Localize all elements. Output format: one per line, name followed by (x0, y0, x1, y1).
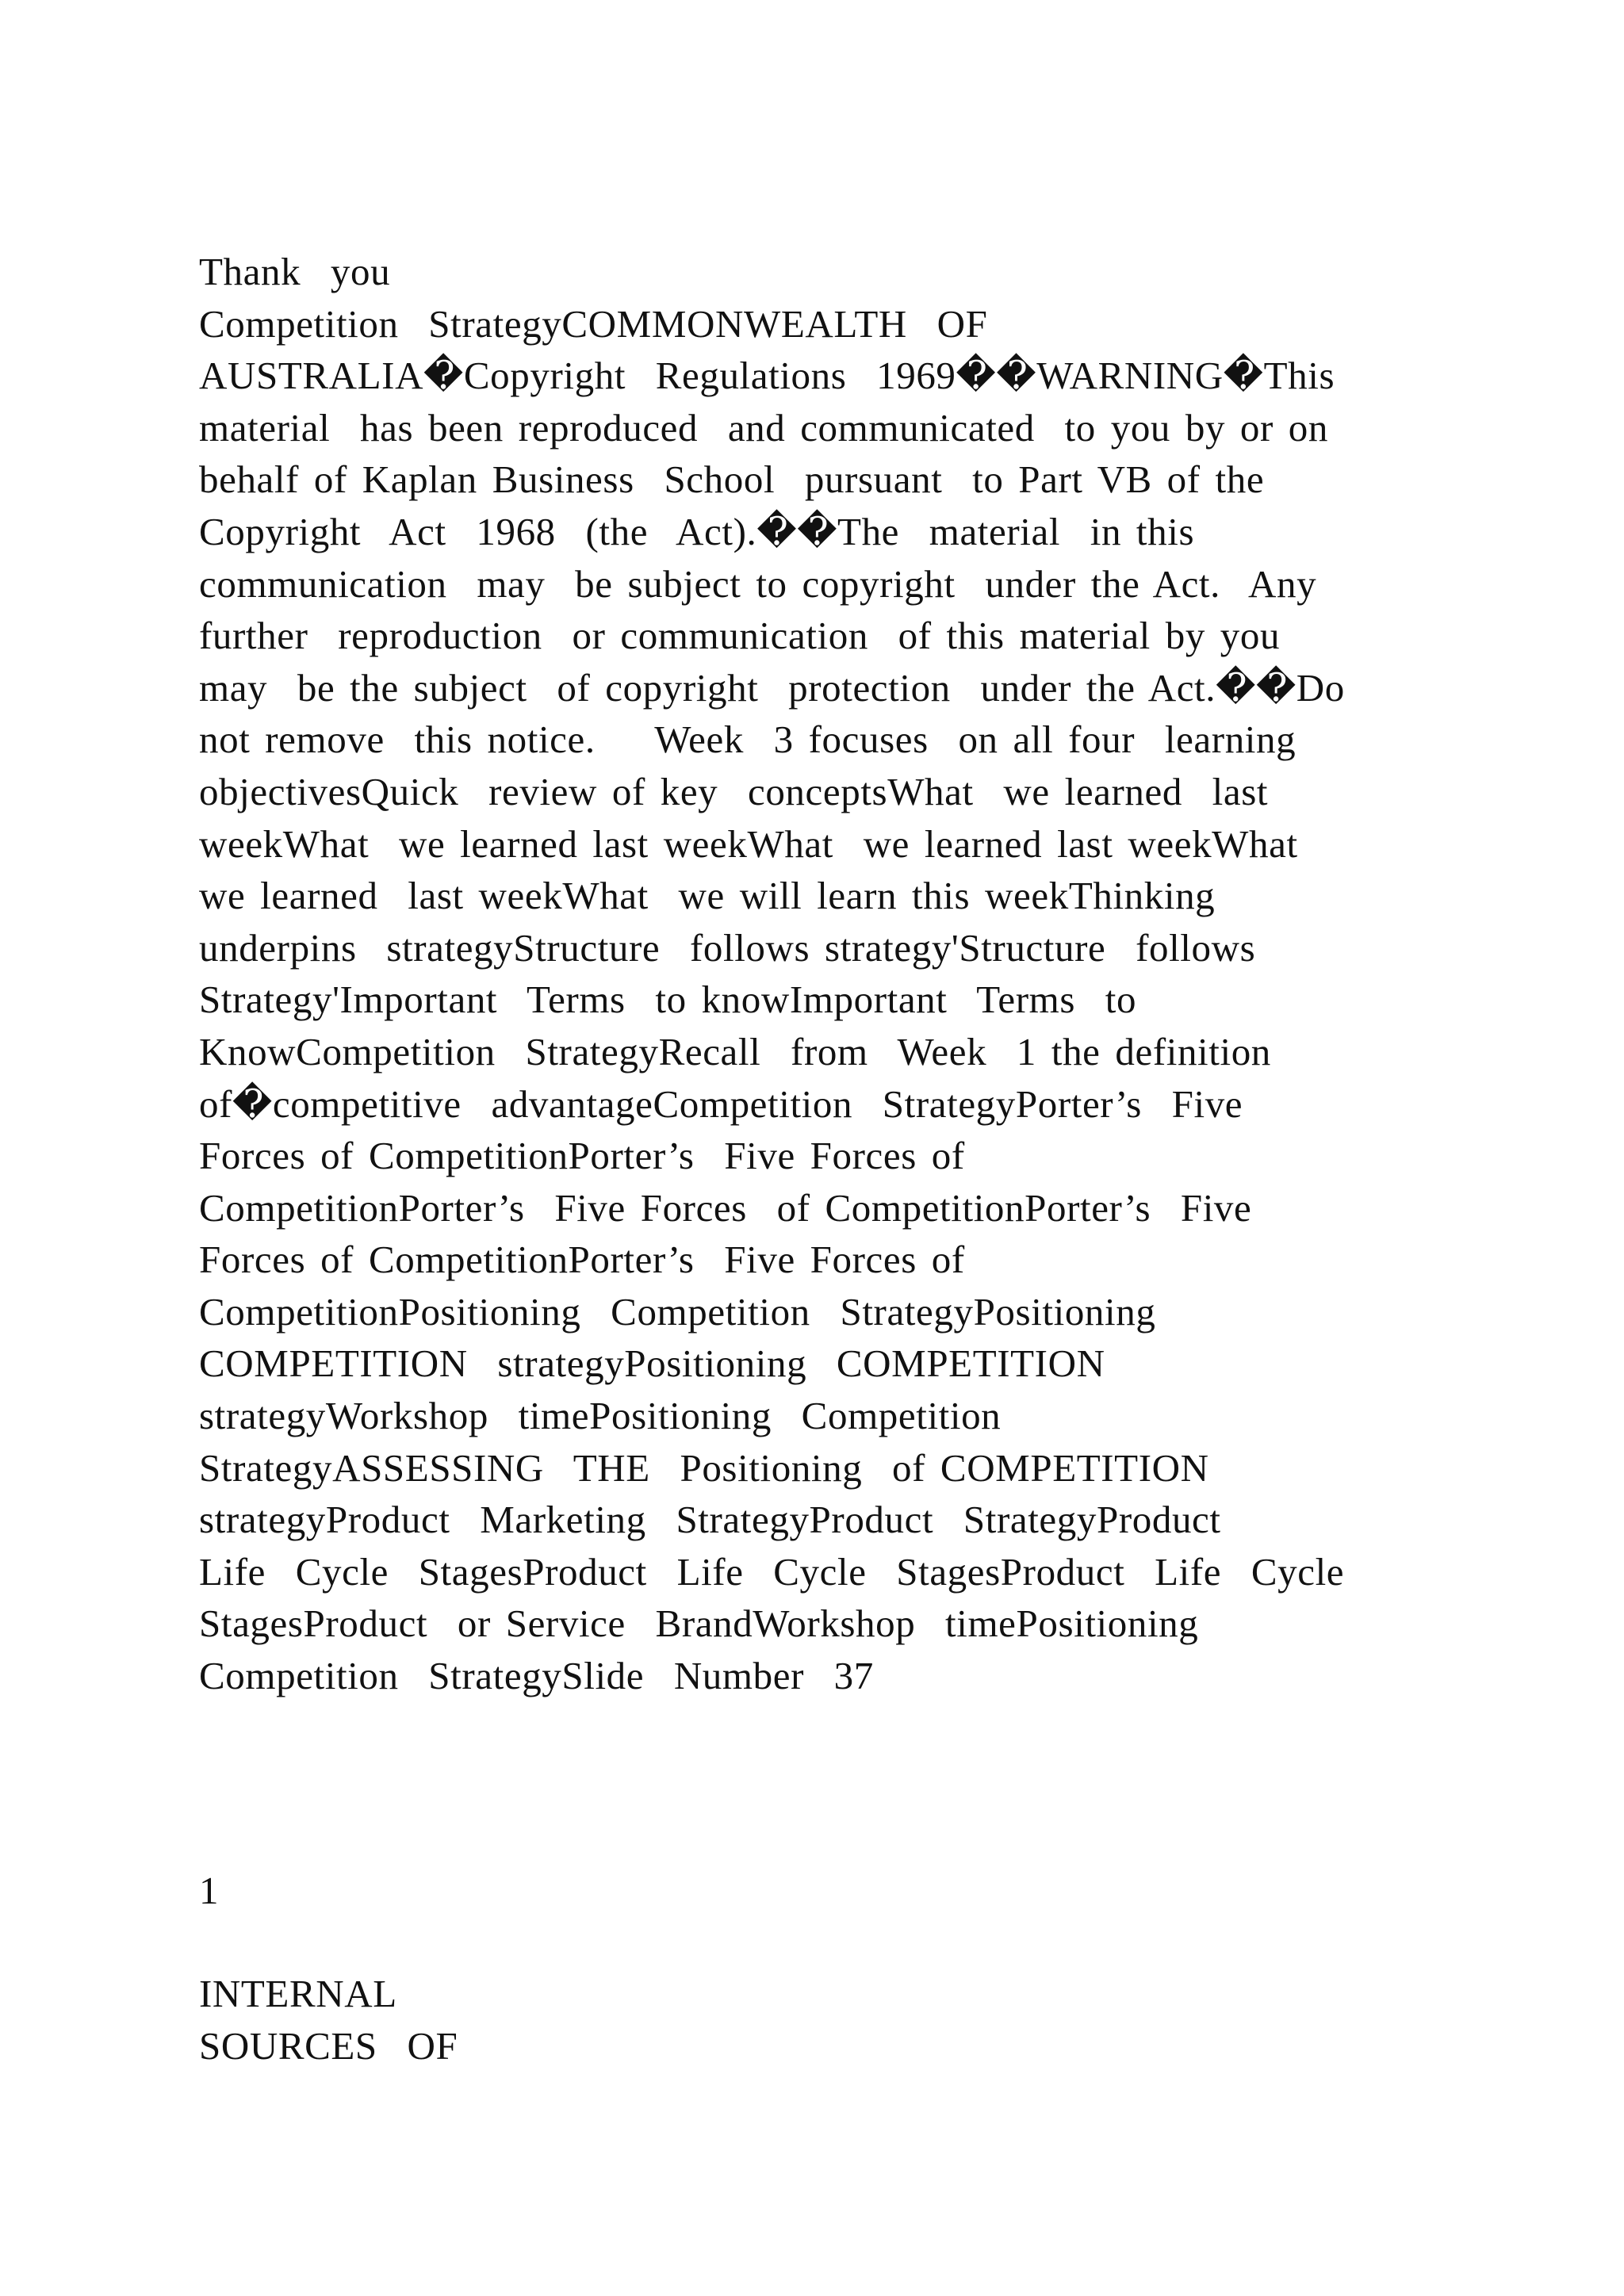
text-line: underpins strategyStructure follows strategy'Structure follows (199, 925, 1256, 970)
text-line: StagesProduct or Service BrandWorkshop timePositioning (199, 1601, 1199, 1646)
text-line: strategyProduct Marketing StrategyProduct StrategyProduct (199, 1498, 1221, 1542)
text-line: behalf of Kaplan Business School pursuant to Part VB of the (199, 457, 1265, 502)
text-line: not remove this notice. Week 3 focuses on all four learning (199, 718, 1297, 762)
text-line: CompetitionPorter’s Five Forces of CompetitionPorter’s Five (199, 1185, 1252, 1230)
text-line: Forces of CompetitionPorter’s Five Forces of (199, 1134, 965, 1178)
text-line: CompetitionPositioning Competition StrategyPositioning (199, 1289, 1156, 1334)
text-line: material has been reproduced and communicated to you by or on (199, 405, 1328, 450)
text-line: Competition StrategyCOMMONWEALTH OF (199, 301, 988, 346)
text-line: strategyWorkshop timePositioning Competition (199, 1394, 1002, 1438)
text-line: weekWhat we learned last weekWhat we learned last weekWhat (199, 821, 1298, 866)
heading-line: INTERNAL (199, 1972, 397, 2015)
body-text (199, 246, 1452, 1702)
text-line: AUSTRALIA�Copyright Regulations 1969��WARNING�This (199, 354, 1335, 398)
text-line: KnowCompetition StrategyRecall from Week 1 the definition (199, 1029, 1271, 1073)
text-line: Copyright Act 1968 (the Act).��The material in this (199, 509, 1195, 553)
text-line: StrategyASSESSING THE Positioning of COMPETITION (199, 1445, 1209, 1490)
text-line: objectivesQuick review of key conceptsWhat we learned last (199, 769, 1269, 813)
section-heading (199, 1968, 458, 2072)
text-line: communication may be subject to copyright under the Act. Any (199, 561, 1317, 606)
text-line: Thank you (199, 250, 391, 293)
text-line: may be the subject of copyright protection under the Act.��Do (199, 665, 1345, 710)
heading-line: SOURCES OF (199, 2023, 458, 2068)
text-line: of�competitive advantageCompetition StrategyPorter’s Five (199, 1081, 1243, 1126)
text-line: we learned last weekWhat we will learn this weekThinking (199, 874, 1216, 918)
text-line: further reproduction or communication of this material by you (199, 614, 1281, 658)
text-line: Strategy'Important Terms to knowImportant Terms to (199, 978, 1137, 1022)
text-line: Competition StrategySlide Number 37 (199, 1654, 874, 1698)
page-number: 1 (199, 1869, 219, 1912)
text-line: Life Cycle StagesProduct Life Cycle StagesProduct Life Cycle (199, 1549, 1345, 1594)
text-line: COMPETITION strategyPositioning COMPETITION (199, 1341, 1105, 1386)
text-line: Forces of CompetitionPorter’s Five Forces of (199, 1238, 965, 1282)
